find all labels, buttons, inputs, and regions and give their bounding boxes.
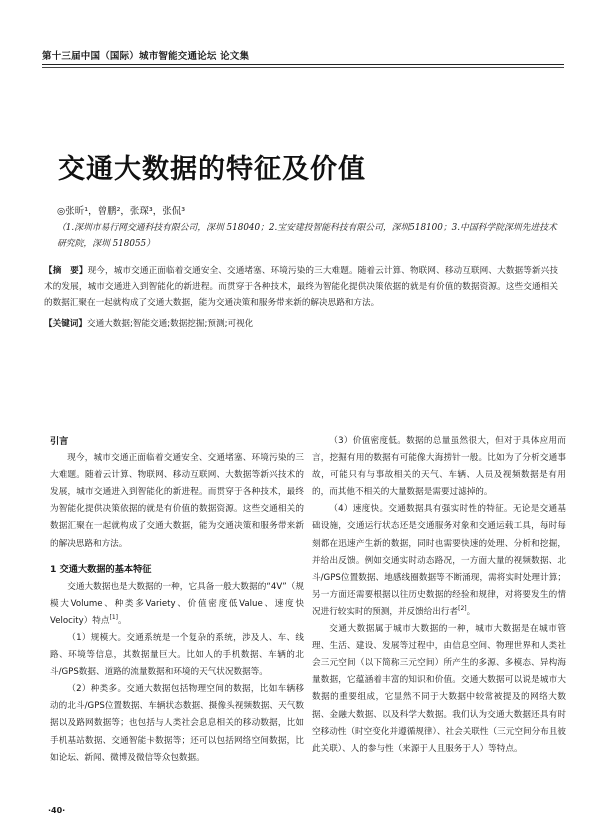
author-affiliations: （1.深圳市易行网交通科技有限公司，深圳 518040；2.宝安建投智能科技有限公司，深圳518100；3.中国科学院深圳先进技术研究院，深圳 518055） xyxy=(57,223,557,249)
abstract xyxy=(44,263,558,312)
left-column xyxy=(50,433,304,767)
citation-ref-2: [2] xyxy=(458,605,467,613)
feature-velocity-end: 。 xyxy=(466,606,476,617)
intro-paragraph: 现今，城市交通正面临着交通安全、交通堵塞、环境污染的三大难题。随着云计算、物联网、移动互联网、大数据等新兴技术的发展，城市交通进入到智能化的新进程。而贯穿于各种技术，最终为智能化提供决策依据的就是有价值的数据资源。这些交通相关的数据汇聚在一起就构成了交通大数据，能为交通决策和服务带来新的解决思路和方法。 xyxy=(50,453,304,549)
page-number: ·40· xyxy=(48,806,66,815)
abstract-text: 现今，城市交通正面临着交通安全、交通堵塞、环境污染的三大难题。随着云计算、物联网、移动互联网、大数据等新兴技术的发展，城市交通进入到智能化的新进程。而贯穿于各种技术，最终为智能化提供决策依据的就是有价值的数据资源。这些交通相关的数据汇聚在一起就构成了交通大数据，能为交通决策和服务带来新的解决思路和方法。 xyxy=(44,266,558,309)
running-head: 第十三届中国（国际）城市智能交通论坛 论文集 xyxy=(42,51,250,62)
feature-velocity-text: （4）速度快。交通数据具有强实时性的特征。无论是交通基础设施，交通运行状态还是交通服务对象和交通运载工具，每时每刻都在迅速产生新的数据，同时也需要快速的处理、分析和挖掘，并给出反馈。例如交通实时动态路况，一方面大量的视频数据、北斗/GPS位置数据、地感线圈数据等不断涌现，需将实时处理计算；另一方面还需要根据以往历史数据的经验和规律，对将要发生的情况进行较实时的预测，并反馈给出行者 xyxy=(312,504,566,617)
abstract-label: 【摘 要】 xyxy=(44,266,88,276)
section-1-paragraph xyxy=(50,579,304,630)
intro-heading: 引言 xyxy=(50,436,69,447)
keywords-text: 交通大数据;智能交通;数据挖掘;预测;可视化 xyxy=(86,319,254,329)
header-rule-thick xyxy=(42,64,564,65)
citation-ref-1: [1] xyxy=(109,613,118,621)
keywords-label: 【关键词】 xyxy=(44,319,87,329)
section-1-end: 。 xyxy=(118,615,127,626)
right-column xyxy=(312,433,566,758)
feature-variety: （2）种类多。交通大数据包括物理空间的数据，比如车辆移动的北斗/GPS位置数据、车辆状态数据、摄像头视频数据、天气数据以及路网数据等；也包括与人类社会息息相关的移动数据，比如手机基站数据、交通智能卡数据等；还可以包括网络空间数据，比如论坛、新闻、微博及微信等众包数据。 xyxy=(50,684,304,763)
section-1-heading: 1 交通大数据的基本特征 xyxy=(50,563,152,575)
urban-big-data-paragraph: 交通大数据属于城市大数据的一种，城市大数据是在城市管理、生活、建设、发展等过程中，由信息空间、物理世界和人类社会三元空间（以下简称三元空间）所产生的多源、多模态、异构海量数据，它蕴涵着丰富的知识和价值。交通大数据可以说是城市大数据的重要组成，它显然不同于大数据中较常被提及的网络大数据、金融大数据、以及科学大数据。我们认为交通大数据还具有时空移动性（时空变化并遵循规律）、社会关联性（三元空间分布且彼此关联）、人的参与性（来源于人且服务于人）等特点。 xyxy=(312,624,566,754)
feature-value: （3）价值密度低。数据的总量虽然很大，但对于具体应用而言，挖掘有用的数据有可能像大海捞针一般。比如为了分析交通事故，可能只有与事故相关的天气、车辆、人员及视频数据是有用的，而其他不相关的大量数据是需要过滤掉的。 xyxy=(312,436,566,498)
header-rule-thin xyxy=(42,67,564,68)
feature-velocity xyxy=(312,501,566,621)
paper-title: 交通大数据的特征及价值 xyxy=(58,154,366,185)
feature-volume: （1）规模大。交通系统是一个复杂的系统，涉及人、车、线路、环境等信息，其数据量巨大。比如人的手机数据、车辆的北斗/GPS数据、道路的流量数据和环境的天气状况数据等。 xyxy=(50,632,304,678)
section-1-text: 交通大数据也是大数据的一种，它具备一般大数据的“4V”（规模大Volume、种类多Variety、价值密度低Value、速度快Velocity）特点 xyxy=(50,581,304,626)
keywords xyxy=(44,316,558,332)
author-list: ◎张昕¹，曾鹏²，张琛³，张侃³ xyxy=(57,206,186,217)
